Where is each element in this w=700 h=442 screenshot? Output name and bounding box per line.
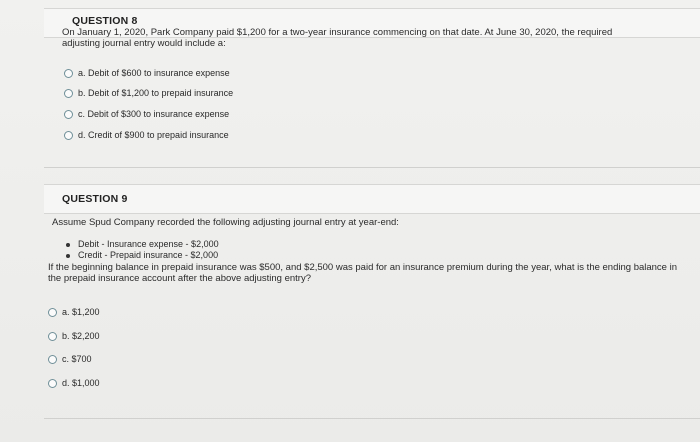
option-label: c. $700 bbox=[62, 354, 92, 364]
journal-entry-list bbox=[66, 239, 219, 261]
option-label: d. Credit of $900 to prepaid insurance bbox=[78, 130, 229, 140]
radio-button-icon[interactable] bbox=[48, 379, 57, 388]
question-9-text: If the beginning balance in prepaid insurance was $500, and $2,500 was paid for an insurance premium during the year, what is the ending balance in the prepaid insurance account after the above adjusting entry? bbox=[48, 262, 677, 284]
entry-text: Credit - Prepaid insurance - $2,000 bbox=[78, 250, 219, 260]
question-8-option-d[interactable] bbox=[64, 130, 229, 140]
entry-text: Debit - Insurance expense - $2,000 bbox=[78, 239, 219, 249]
option-label: a. $1,200 bbox=[62, 307, 100, 317]
question-9-header bbox=[44, 184, 700, 214]
question-8-option-b[interactable] bbox=[64, 88, 233, 98]
bullet-icon bbox=[66, 243, 70, 247]
question-9-option-c[interactable] bbox=[48, 354, 92, 364]
option-label: d. $1,000 bbox=[62, 378, 100, 388]
bullet-icon bbox=[66, 254, 70, 258]
radio-button-icon[interactable] bbox=[64, 69, 73, 78]
option-label: b. Debit of $1,200 to prepaid insurance bbox=[78, 88, 234, 98]
divider bbox=[44, 167, 700, 168]
radio-button-icon[interactable] bbox=[64, 110, 73, 119]
question-9-intro: Assume Spud Company recorded the following adjusting journal entry at year-end: bbox=[52, 217, 399, 228]
question-8-text: On January 1, 2020, Park Company paid $1,200 for a two-year insurance commencing on that date. At June 30, 2020, the required adjusting journal entry would include a: bbox=[62, 27, 613, 49]
question-8-title: QUESTION 8 bbox=[72, 15, 138, 27]
radio-button-icon[interactable] bbox=[64, 89, 73, 98]
question-8-option-a[interactable] bbox=[64, 68, 230, 78]
radio-button-icon[interactable] bbox=[64, 131, 73, 140]
list-item bbox=[66, 239, 219, 250]
question-9-title: QUESTION 9 bbox=[62, 193, 128, 205]
list-item bbox=[66, 250, 219, 261]
option-label: b. $2,200 bbox=[62, 331, 100, 341]
question-9-option-b[interactable] bbox=[48, 331, 100, 341]
radio-button-icon[interactable] bbox=[48, 332, 57, 341]
option-label: c. Debit of $300 to insurance expense bbox=[78, 109, 230, 119]
divider bbox=[44, 418, 700, 419]
radio-button-icon[interactable] bbox=[48, 308, 57, 317]
question-9-option-a[interactable] bbox=[48, 307, 100, 317]
option-label: a. Debit of $600 to insurance expense bbox=[78, 68, 230, 78]
question-8-option-c[interactable] bbox=[64, 109, 229, 119]
question-9-option-d[interactable] bbox=[48, 378, 100, 388]
radio-button-icon[interactable] bbox=[48, 355, 57, 364]
